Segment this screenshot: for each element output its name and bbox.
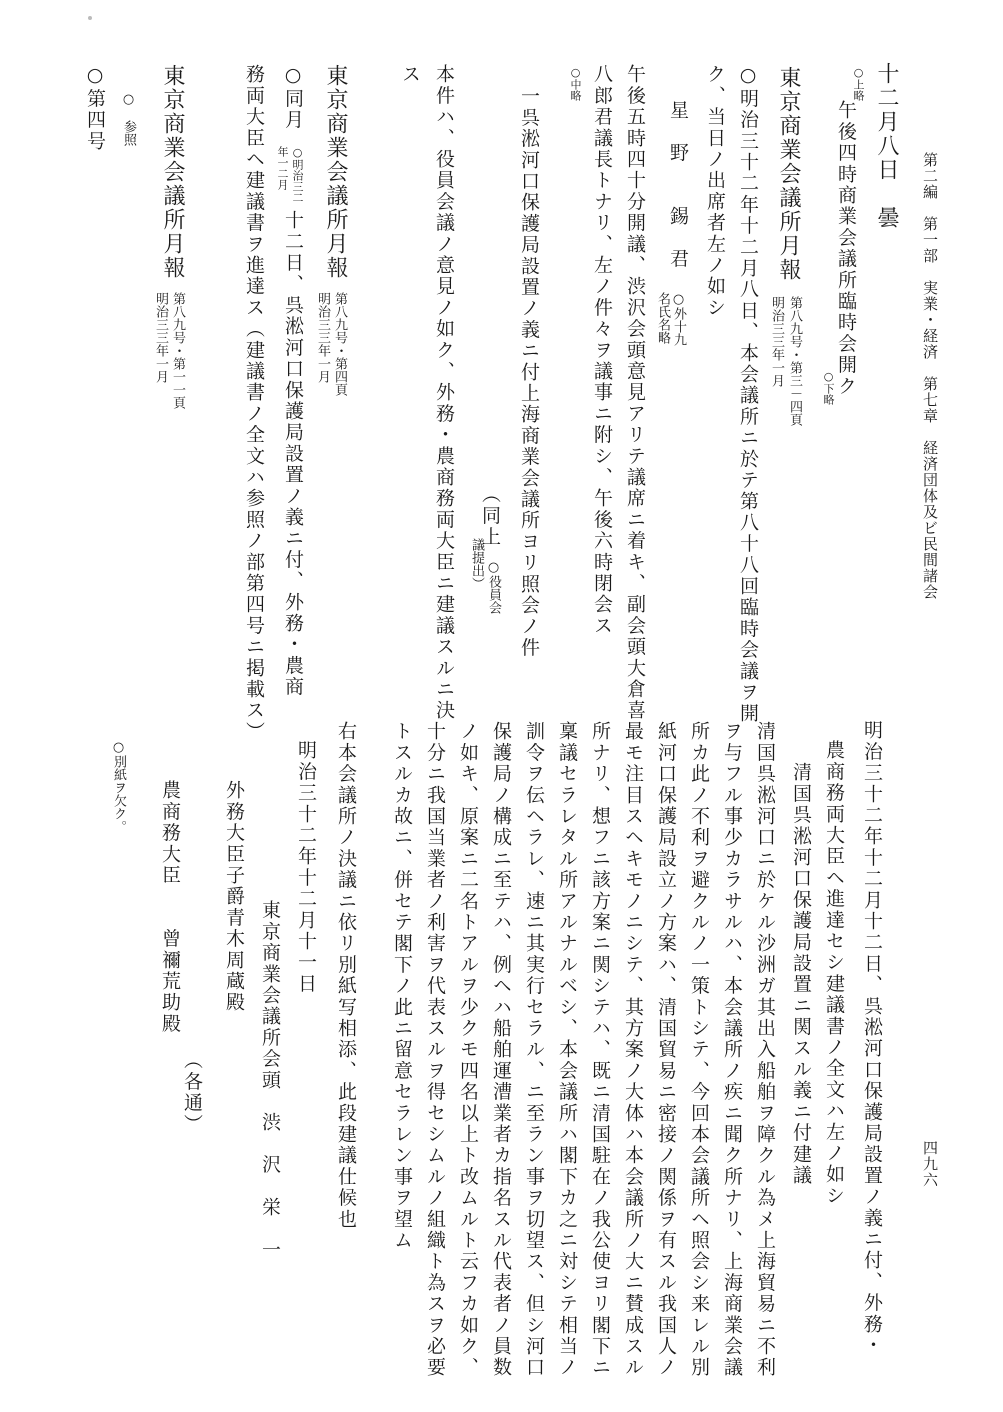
doc-title: 清国呉淞河口保護局設置ニ関スル義ニ付建議 [790,762,812,1186]
p4-note-a: ○明治三二 [291,146,304,203]
body-line: 最モ注目スヘキモノニシテ、其方案ノ大体ハ本会議所ノ大ニ賛成スル [622,721,644,1379]
pre-note: ○上略 [852,66,865,101]
addressee-2: 農商務大臣 曾禰荒助殿 [159,780,181,1035]
running-head: 第二編 第一部 実業・経済 第七章 経済団体及ビ民間諸会 [921,152,939,600]
attendee-note-a: ○外十九 [671,292,686,346]
body-line: 紙河口保護局設立ノ方案ハ、清国貿易ニ密接ノ関係ヲ有スル我国人ノ [655,721,677,1379]
source2-title: 東京商業会議所月報 [323,64,348,280]
source1-title: 東京商業会議所月報 [776,66,801,282]
intro-line2: 農商務両大臣ヘ進達セシ建議書ノ全文ハ左ノ如シ [823,740,845,1207]
source3-title: 東京商業会議所月報 [160,64,185,280]
source1-ref-b: 明治三三年一月 [769,296,784,387]
post-note: ○下略 [822,370,835,405]
source3-ref-a: 第八九号・第一一頁 [170,292,185,409]
attendee-note-b: 名氏名略 [655,292,670,344]
body-line: 訓令ヲ伝ヘラレ、速ニ其実行セラル、ニ至ラン事ヲ切望ス、但シ河口 [523,721,545,1379]
body-line: 所カ此ノ不利ヲ避クルノ一策トシテ、今回本会議所ヘ照会シ来レル別 [688,721,710,1379]
attendee: 星 野 錫 君 [667,100,689,270]
p2-line1: 午後五時四十分開議、渋沢会頭意見アリテ議席ニ着キ、副会頭大倉喜 [624,64,646,722]
body-line: トスルカ故ニ、併セテ閣下ノ此ニ留意セラレン事ヲ望ム [391,721,413,1251]
body-line: 稟議セラレタル所アルナルベシ、本会議所ハ閣下カ之ニ対シテ相当ノ [556,721,578,1379]
source1-ref-a: 第八九号・第三－四頁 [787,296,802,426]
no4-label: ○第四号 [84,64,106,152]
meeting-line: 午後四時商業会議所臨時会開ク [835,100,857,397]
item1-paren-note-a: ○役員会 [486,560,501,614]
p4-line1-rest: 十二日、呉淞河口保護局設置ノ義ニ付、外務・農商 [282,210,304,698]
reference-label: ○ 参照 [121,92,136,146]
source2-ref-b: 明治三三年一月 [315,292,330,383]
p4-line2: 務両大臣ヘ建議書ヲ進達ス（建議書ノ全文ハ参照ノ部第四号ニ掲載ス） [243,64,265,743]
p3-line2: ス [399,64,421,86]
item1-paren-note-b: 議提出） [469,538,484,590]
scan-speck [88,16,92,20]
body-line: 右本会議所ノ決議ニ依リ別紙写相添、此段建議仕候也 [335,721,357,1230]
intro-line1: 明治三十二年十二月十二日、呉淞河口保護局設置ノ義ニ付、外務・ [861,720,883,1356]
item1-line: 一呉淞河口保護局設置ノ義ニ付上海商業会議所ヨリ照会ノ件 [518,86,540,659]
sign-date: 明治三十二年十二月十一日 [295,740,317,995]
item1-paren: （同上 [479,484,501,548]
p1-line1: ○明治三十二年十二月八日、本会議所ニ於テ第八十八回臨時会議ヲ開 [737,64,759,725]
entry-date: 十二月八日 曇 [874,62,899,230]
closing-note: ○別紙ヲ欠ク。 [111,740,126,833]
p1-line2: ク、当日ノ出席者左ノ如シ [704,64,726,319]
addressee-1: 外務大臣子爵青木周蔵殿 [223,780,245,1014]
body-line: ヲ与フル事少カラサルハ、本会議所ノ疾ニ聞ク所ナリ、上海商業会議 [721,721,743,1379]
p4-line1-start: ○同月 [282,64,304,131]
source3-ref-b: 明治三三年一月 [153,292,168,383]
page-number: 四九六 [921,1140,939,1188]
p2-line2: 八郎君議長トナリ、左ノ件々ヲ議事ニ附シ、午後六時閉会ス [591,64,613,637]
source2-ref-a: 第八九号・第四頁 [332,292,347,396]
p4-note-b: 年一二月 [276,146,289,190]
body-line: ノ如キ、原案ニ二名トアルヲ少クモ四名以上ト改ムルト云フカ如ク、 [457,721,479,1379]
body-line: 清国呉淞河口ニ於ケル沙洲ガ其出入船舶ヲ障クル為メ上海貿易ニ不利 [754,721,776,1379]
p3-line1: 本件ハ、役員会議ノ意見ノ如ク、外務・農商務両大臣ニ建議スルニ決 [433,64,455,722]
sign-org: 東京商業会議所会頭 渋 沢 栄 一 [259,900,281,1261]
body-line: 十分ニ我国当業者ノ利害ヲ代表スルヲ得セシムルノ組織ト為スヲ必要 [424,721,446,1379]
addressee-note: （各通） [181,1050,203,1135]
body-line: 保護局ノ構成ニ至テハ、例ヘハ船舶運漕業者カ指名スル代表者ノ員数 [490,721,512,1379]
mid-note: ○中略 [569,66,582,101]
body-line: 所ナリ、想フニ該方案ニ関シテハ、既ニ清国駐在ノ我公使ヨリ閣下ニ [589,721,611,1379]
